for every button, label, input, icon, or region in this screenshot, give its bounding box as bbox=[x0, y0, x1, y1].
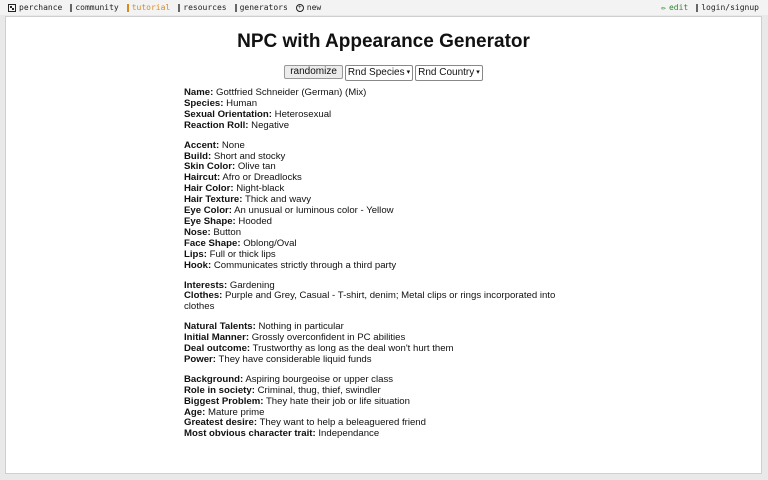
generator-controls bbox=[6, 65, 761, 81]
npc-output bbox=[184, 88, 564, 449]
attribute-group bbox=[184, 88, 564, 132]
link-icon bbox=[178, 4, 180, 12]
attribute-value: Button bbox=[213, 226, 242, 238]
attribute-value: None bbox=[221, 139, 245, 151]
user-icon bbox=[696, 4, 698, 12]
attribute-row bbox=[184, 261, 564, 272]
attribute-label: Species: bbox=[184, 97, 224, 109]
attribute-value: Afro or Dreadlocks bbox=[222, 172, 302, 184]
attribute-group bbox=[184, 281, 564, 314]
attribute-label: Haircut: bbox=[184, 172, 221, 184]
attribute-label: Skin Color: bbox=[184, 161, 236, 173]
attribute-value: Purple and Grey, Casual - T-shirt, denim; Metal clips or rings incorporated into clothes bbox=[184, 290, 556, 313]
attribute-label: Age: bbox=[184, 406, 206, 418]
attribute-row bbox=[184, 355, 564, 366]
species-select-value: Rnd Species bbox=[347, 67, 405, 78]
nav-tutorial[interactable] bbox=[127, 0, 171, 15]
attribute-value: Hooded bbox=[238, 215, 273, 227]
attribute-label: Background: bbox=[184, 373, 244, 385]
attribute-label: Most obvious character trait: bbox=[184, 428, 316, 440]
attribute-value: Trustworthy as long as the deal won't hurt them bbox=[252, 343, 454, 355]
randomize-button[interactable]: randomize bbox=[284, 65, 343, 79]
attribute-label: Sexual Orientation: bbox=[184, 108, 272, 120]
attribute-label: Accent: bbox=[184, 139, 220, 151]
attribute-value: Heterosexual bbox=[274, 108, 332, 120]
attribute-value: Grossly overconfident in PC abilities bbox=[251, 332, 406, 344]
attribute-label: Interests: bbox=[184, 279, 228, 291]
attribute-label: Name: bbox=[184, 87, 214, 98]
attribute-group bbox=[184, 375, 564, 440]
top-nav-bar bbox=[0, 0, 768, 15]
nav-generators[interactable] bbox=[235, 0, 288, 15]
nav-label: edit bbox=[668, 3, 689, 12]
pencil-icon: ✏ bbox=[661, 2, 666, 12]
generator-panel bbox=[5, 16, 762, 474]
chevron-down-icon: ▾ bbox=[476, 69, 480, 76]
page-title: NPC with Appearance Generator bbox=[237, 31, 530, 52]
attribute-label: Hair Color: bbox=[184, 183, 234, 195]
nav-right bbox=[661, 0, 759, 15]
attribute-value: Independance bbox=[318, 428, 380, 440]
attribute-group bbox=[184, 141, 564, 272]
nav-label: new bbox=[306, 3, 322, 12]
attribute-value: An unusual or luminous color - Yellow bbox=[234, 205, 394, 217]
attribute-value: Negative bbox=[251, 119, 290, 131]
attribute-value: Nothing in particular bbox=[258, 321, 344, 333]
attribute-value: Night-black bbox=[236, 183, 285, 195]
attribute-group bbox=[184, 322, 564, 366]
dice-icon bbox=[8, 4, 16, 12]
nav-community[interactable] bbox=[70, 0, 118, 15]
attribute-value: Mature prime bbox=[208, 406, 265, 418]
nav-label: community bbox=[75, 3, 119, 12]
attribute-label: Hook: bbox=[184, 259, 212, 271]
attribute-value: They want to help a beleaguered friend bbox=[259, 417, 426, 429]
nav-label: generators bbox=[239, 3, 288, 12]
attribute-value: Human bbox=[226, 97, 258, 109]
country-select-value: Rnd Country bbox=[418, 67, 475, 78]
nav-resources[interactable] bbox=[178, 0, 226, 15]
attribute-label: Clothes: bbox=[184, 290, 223, 302]
attribute-label: Biggest Problem: bbox=[184, 395, 264, 407]
attribute-value: They have considerable liquid funds bbox=[218, 353, 372, 365]
attribute-label: Nose: bbox=[184, 226, 211, 238]
attribute-label: Lips: bbox=[184, 248, 207, 260]
attribute-value: Gottfried Schneider (German) (Mix) bbox=[216, 87, 367, 98]
attribute-value: Oblong/Oval bbox=[243, 237, 297, 249]
attribute-value: Short and stocky bbox=[213, 150, 286, 162]
attribute-label: Initial Manner: bbox=[184, 332, 250, 344]
attribute-value: Gardening bbox=[229, 279, 275, 291]
attribute-label: Eye Color: bbox=[184, 205, 232, 217]
attribute-row bbox=[184, 121, 564, 132]
plus-circle-icon: + bbox=[296, 4, 304, 12]
attribute-value: Criminal, thug, thief, swindler bbox=[257, 384, 381, 396]
attribute-value: Olive tan bbox=[237, 161, 276, 173]
attribute-value: They hate their job or life situation bbox=[265, 395, 410, 407]
book-icon bbox=[127, 4, 129, 12]
nav-new[interactable] bbox=[296, 0, 321, 15]
nav-login-signup[interactable] bbox=[696, 0, 759, 15]
nav-edit[interactable] bbox=[661, 0, 688, 15]
attribute-label: Deal outcome: bbox=[184, 343, 251, 355]
attribute-label: Eye Shape: bbox=[184, 215, 236, 227]
attribute-label: Natural Talents: bbox=[184, 321, 256, 333]
nav-label: login/signup bbox=[701, 3, 759, 12]
nav-left bbox=[8, 0, 321, 15]
nav-label: resources bbox=[183, 3, 227, 12]
attribute-label: Reaction Roll: bbox=[184, 119, 249, 131]
attribute-label: Greatest desire: bbox=[184, 417, 258, 429]
attribute-label: Hair Texture: bbox=[184, 194, 243, 206]
country-select[interactable] bbox=[415, 65, 483, 81]
attribute-row bbox=[184, 291, 564, 313]
attribute-value: Full or thick lips bbox=[209, 248, 276, 260]
attribute-value: Aspiring bourgeoise or upper class bbox=[245, 373, 394, 385]
attribute-label: Build: bbox=[184, 150, 212, 162]
chevron-down-icon: ▾ bbox=[406, 69, 411, 76]
nav-label: perchance bbox=[19, 3, 63, 12]
grid-icon bbox=[235, 4, 237, 12]
attribute-label: Role in society: bbox=[184, 384, 255, 396]
nav-label: tutorial bbox=[131, 3, 171, 12]
attribute-label: Power: bbox=[184, 353, 216, 365]
nav-perchance[interactable] bbox=[8, 0, 62, 15]
people-icon bbox=[70, 4, 72, 12]
attribute-row bbox=[184, 429, 564, 440]
attribute-value: Thick and wavy bbox=[244, 194, 312, 206]
attribute-value: Communicates strictly through a third party bbox=[213, 259, 397, 271]
species-select[interactable] bbox=[345, 65, 413, 81]
attribute-label: Face Shape: bbox=[184, 237, 241, 249]
